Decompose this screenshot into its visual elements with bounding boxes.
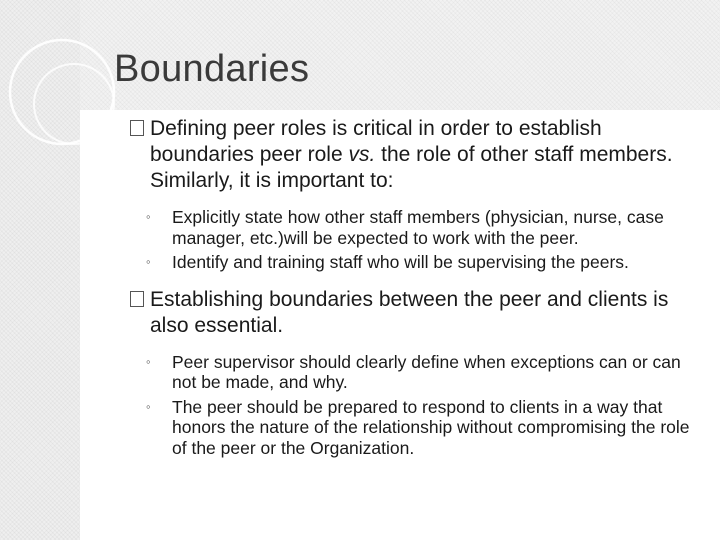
ring-inner — [34, 64, 114, 144]
bullet-text: Defining peer roles is critical in order to establish boundaries peer role — [150, 117, 602, 166]
bullet-establishing-boundaries — [130, 287, 700, 339]
bullet-text-italic: vs. — [348, 143, 376, 166]
circle-bullet-icon: ◦ — [146, 353, 151, 369]
circle-bullet-icon: ◦ — [146, 398, 151, 414]
sub-bullet-peer-prepared — [130, 397, 700, 459]
box-bullet-icon — [130, 291, 144, 307]
sub-bullet-text: Peer supervisor should clearly define when exceptions can or can not be made, and why. — [172, 351, 681, 392]
sub-bullet-text: Identify and training staff who will be supervising the peers. — [172, 252, 629, 272]
slide-title: Boundaries — [114, 48, 310, 90]
bullet-defining-roles — [130, 116, 700, 194]
slide-body — [130, 116, 700, 462]
sub-bullet-supervisor-define — [130, 352, 700, 393]
circle-bullet-icon: ◦ — [146, 254, 151, 269]
sub-bullet-text: Explicitly state how other staff members (physician, nurse, case manager, etc.)will be expected to work with the peer. — [172, 207, 664, 248]
sub-bullet-text: The peer should be prepared to respond to clients in a way that honors the nature of the relationship without compromising the role of the peer or the Organization. — [172, 396, 690, 458]
ring-outer — [10, 40, 114, 144]
bullet-text: Establishing boundaries between the peer and clients is also essential. — [150, 287, 669, 337]
sub-bullet-explicitly-state — [130, 207, 700, 248]
box-bullet-icon — [130, 120, 144, 136]
bullet-text: the role of other staff members. Similarly, it is important to: — [150, 143, 673, 192]
sub-bullet-identify-training — [130, 252, 700, 273]
circle-bullet-icon: ◦ — [146, 209, 151, 224]
